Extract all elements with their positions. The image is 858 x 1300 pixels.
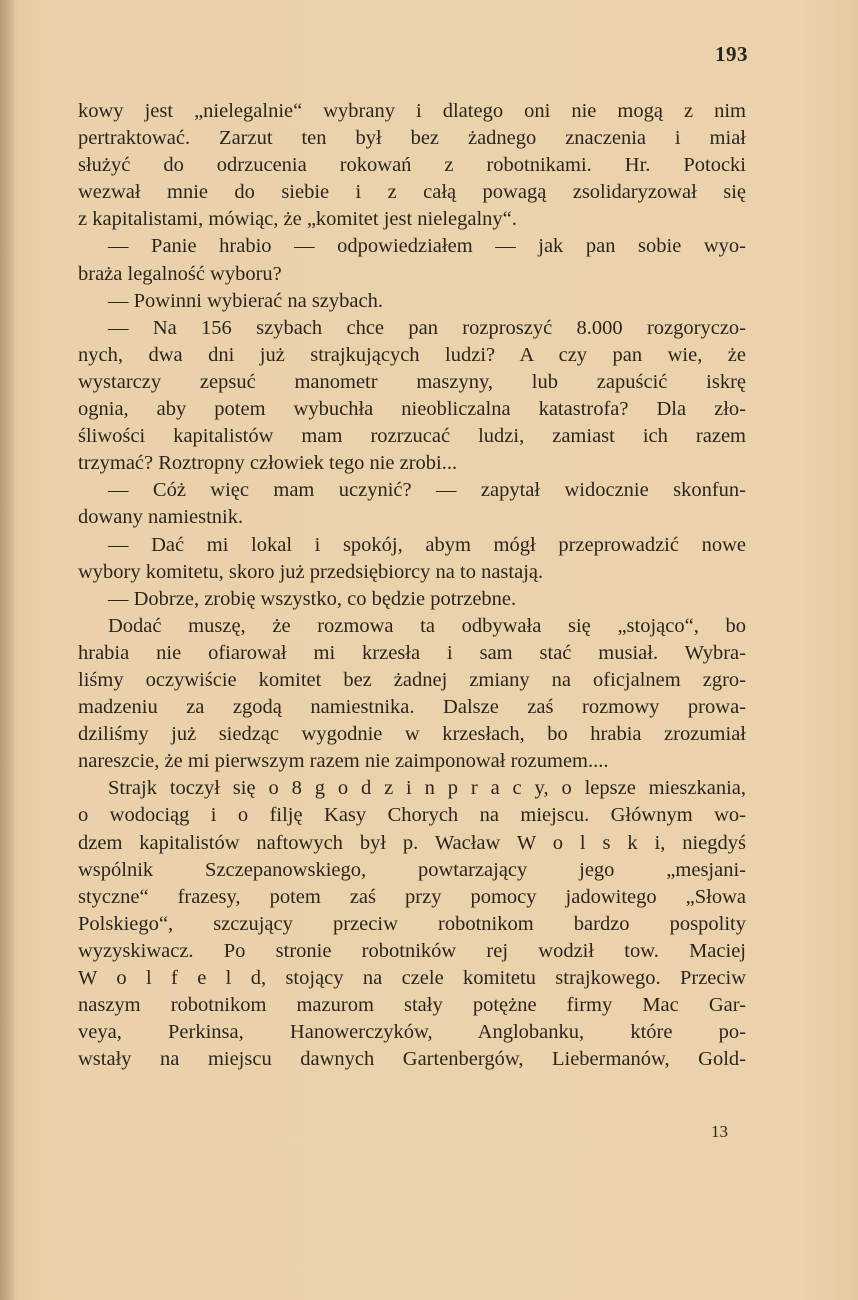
text-line: Strajk toczył się o 8 g o d z i n p r a c y, o lepsze mieszkania, xyxy=(108,777,746,800)
text-line: — Dobrze, zrobię wszystko, co będzie potrzebne. xyxy=(108,587,517,610)
text-line: W o l f e l d, stojący na czele komitetu strajkowego. Przeciw xyxy=(78,967,746,989)
text-line: Polskiego“, szczujący przeciw robotnikom bardzo pospolity xyxy=(78,912,746,935)
page-gutter xyxy=(0,0,14,1300)
text-line: Dodać muszę, że rozmowa ta odbywała się „stojąco“, bo xyxy=(108,614,746,637)
text-line: wyzyskiwacz. Po stronie robotników rej wodził tow. Maciej xyxy=(78,939,746,962)
text-line: veya, Perkinsa, Hanowerczyków, Anglobanku, które po- xyxy=(78,1021,746,1044)
text-line: wstały na miejscu dawnych Gartenbergów, Liebermanów, Gold- xyxy=(78,1048,746,1071)
text-line: wezwał mnie do siebie i z całą powagą zsolidaryzował się xyxy=(78,181,746,204)
text-line: — Panie hrabio — odpowiedziałem — jak pan sobie wyo- xyxy=(108,235,746,258)
printer-signature: 13 xyxy=(711,1122,728,1141)
text-line: dziliśmy już siedząc wygodnie w krzesłach, bo hrabia zrozumiał xyxy=(78,723,746,746)
page-number: 193 xyxy=(715,42,748,66)
text-line: śliwości kapitalistów mam rozrzucać ludzi, zamiast ich razem xyxy=(78,425,746,448)
text-line: nych, dwa dni już strajkujących ludzi? A czy pan wie, że xyxy=(78,343,746,366)
text-line: kowy jest „nielegalnie“ wybrany i dlatego oni nie mogą z nim xyxy=(78,100,746,122)
text-line: hrabia nie ofiarował mi krzesła i sam stać musiał. Wybra- xyxy=(78,641,746,664)
text-line: trzymać? Roztropny człowiek tego nie zrobi... xyxy=(78,452,458,475)
text-line: służyć do odrzucenia rokowań z robotnikami. Hr. Potocki xyxy=(78,154,746,177)
text-line: z kapitalistami, mówiąc, że „komitet jest nielegalny“. xyxy=(78,208,517,231)
text-line: — Powinni wybierać na szybach. xyxy=(108,289,383,312)
text-line: wybory komitetu, skoro już przedsiębiorcy na to nastają. xyxy=(78,560,544,583)
text-line: liśmy oczywiście komitet bez żadnej zmiany na oficjalnem zgro- xyxy=(78,668,746,691)
text-line: braża legalność wyboru? xyxy=(78,262,282,285)
text-line: wystarczy zepsuć manometr maszyny, lub zapuścić iskrę xyxy=(78,370,746,393)
text-line: — Dać mi lokal i spokój, abym mógł przeprowadzić nowe xyxy=(108,533,746,556)
text-line: nareszcie, że mi pierwszym razem nie zaimponował rozumem.... xyxy=(78,750,609,773)
text-line: — Na 156 szybach chce pan rozproszyć 8.000 rozgoryczo- xyxy=(108,316,746,339)
text-line: dowany namiestnik. xyxy=(78,506,244,529)
text-line: ognia, aby potem wybuchła nieobliczalna katastrofa? Dla zło- xyxy=(78,398,746,421)
text-line: pertraktować. Zarzut ten był bez żadnego znaczenia i miał xyxy=(78,127,746,150)
text-line: dzem kapitalistów naftowych był p. Wacław W o l s k i, niegdyś xyxy=(78,831,746,854)
text-line: naszym robotnikom mazurom stały potężne firmy Mac Gar- xyxy=(78,994,746,1017)
text-line: styczne“ frazesy, potem zaś przy pomocy jadowitego „Słowa xyxy=(78,885,746,908)
text-line: wspólnik Szczepanowskiego, powtarzający jego „mesjani- xyxy=(78,858,746,881)
text-line: o wodociąg i o filję Kasy Chorych na miejscu. Głównym wo- xyxy=(78,804,746,827)
text-line: — Cóż więc mam uczynić? — zapytał widocznie skonfun- xyxy=(108,479,746,502)
text-line: madzeniu za zgodą namiestnika. Dalsze zaś rozmowy prowa- xyxy=(78,696,746,719)
body-text xyxy=(78,98,746,1073)
